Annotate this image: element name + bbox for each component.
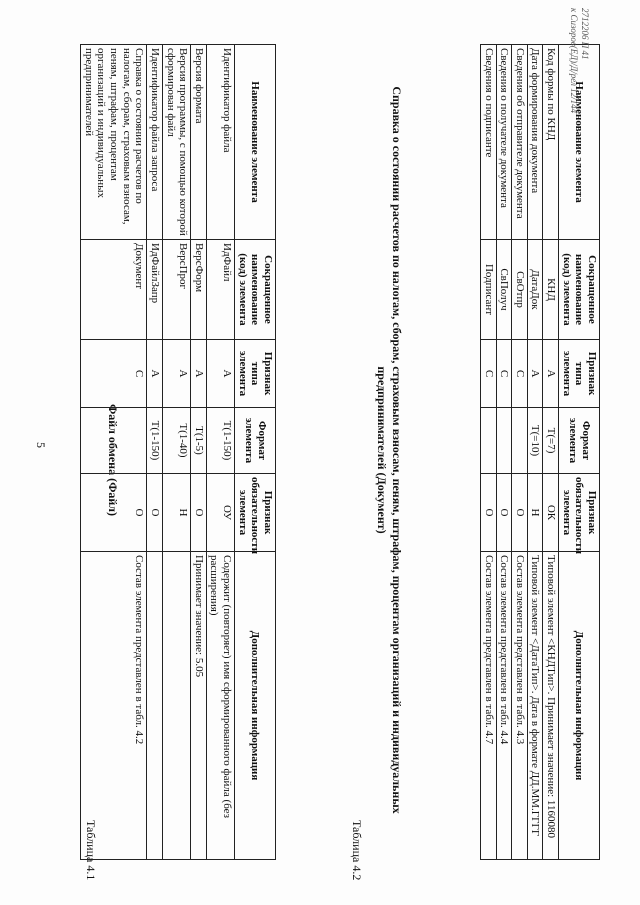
table-cell: Т(1-5) [191, 408, 207, 474]
table-cell: Код формы по КНД [543, 45, 559, 240]
table-cell: СвПолуч [496, 240, 512, 340]
table-cell: С [480, 340, 496, 408]
table-cell: Справка о состоянии расчетов по налогам, сборам, страховым взносам, пеням, штрафам, процентам организаций и индивидуальных предпринимателей [81, 45, 147, 240]
table-cell: Идентификатор файла запроса [147, 45, 163, 240]
table-cell: КНД [543, 240, 559, 340]
table-header-row [235, 45, 276, 860]
table-cell: Состав элемента представлен в табл. 4.4 [496, 552, 512, 860]
table-cell: А [147, 340, 163, 408]
table-cell: Содержит (повторяет) имя сформированного файла (без расширения) [206, 552, 234, 860]
table-cell: Дата формирования документа [527, 45, 543, 240]
table-cell: О [512, 474, 528, 552]
table-cell: О [81, 474, 147, 552]
table-cell [496, 408, 512, 474]
table-cell [147, 552, 163, 860]
table-4-1 [80, 44, 276, 860]
table-cell [512, 408, 528, 474]
table-cell: Документ [81, 240, 147, 340]
table-row [543, 45, 559, 860]
table-cell: ВерсФорм [191, 240, 207, 340]
header-cell: Формат элемента [559, 408, 600, 474]
table-row [81, 45, 147, 860]
header-cell: Дополнительная информация [559, 552, 600, 860]
table-cell [162, 552, 190, 860]
table-cell: Т(1-40) [162, 408, 190, 474]
table-cell: ДатаДок [527, 240, 543, 340]
table-cell: Идентификатор файла [206, 45, 234, 240]
table-cell: О [480, 474, 496, 552]
table-row [206, 45, 234, 860]
header-cell: Формат элемента [235, 408, 276, 474]
table-cell: ОК [543, 474, 559, 552]
table-cell: Т(1-150) [147, 408, 163, 474]
table-cell: ИдФайлЗапр [147, 240, 163, 340]
table-row [147, 45, 163, 860]
table-cell: А [543, 340, 559, 408]
table-cell: О [191, 474, 207, 552]
table-cell: Принимает значение: 5.05 [191, 552, 207, 860]
header-cell: Сокращенное наименование (код) элемента [559, 240, 600, 340]
table-cell: Т(=10) [527, 408, 543, 474]
table-row [191, 45, 207, 860]
header-cell: Признак типа элемента [235, 340, 276, 408]
table-cell: О [496, 474, 512, 552]
table-4-1-number: Таблица 4.1 [84, 820, 98, 881]
table-cell: Н [527, 474, 543, 552]
table-cell [81, 408, 147, 474]
table-cell: Т(=7) [543, 408, 559, 474]
table-cell: О [147, 474, 163, 552]
page-number: 5 [34, 442, 48, 448]
table-cell: ИдФайл [206, 240, 234, 340]
header-cell: Наименование элемента [559, 45, 600, 240]
table-cell: Сведения о подписанте [480, 45, 496, 240]
table-cell [480, 408, 496, 474]
header-cell: Признак обязательности элемента [235, 474, 276, 552]
header-cell: Признак обязательности элемента [559, 474, 600, 552]
table-row [480, 45, 496, 860]
table-cell: А [191, 340, 207, 408]
footer-stamp [568, 8, 590, 113]
table-cell: Т(1-150) [206, 408, 234, 474]
table-cell: Сведения о получателе документа [496, 45, 512, 240]
table-cell: Подписант [480, 240, 496, 340]
table-cell: ОУ [206, 474, 234, 552]
table-cell: Версия формата [191, 45, 207, 240]
table-4-2 [480, 44, 600, 860]
table-4-2-title: Справка о состоянии расчетов по налогам, сборам, страховым взносам, пеням, штрафам, процентам организаций и индивидуальных предпринимателей (Документ) [375, 86, 404, 814]
table-cell: Состав элемента представлен в табл. 4.7 [480, 552, 496, 860]
table-row [527, 45, 543, 860]
table-cell: А [527, 340, 543, 408]
header-cell: Признак типа элемента [559, 340, 600, 408]
table-cell: Типовой элемент <ДатаТип>. Дата в формате ДД.ММ.ГГГГ [527, 552, 543, 860]
table-cell: С [81, 340, 147, 408]
table-cell: А [206, 340, 234, 408]
table-cell: СвОтпр [512, 240, 528, 340]
table-cell: Состав элемента представлен в табл. 4.2 [81, 552, 147, 860]
table-header-row [559, 45, 600, 860]
stamp-line: 2712206 П 41 [580, 8, 590, 60]
table-row [512, 45, 528, 860]
table-row [162, 45, 190, 860]
header-cell: Дополнительная информация [235, 552, 276, 860]
table-cell: Типовой элемент <КНДТип>. Принимает значение: 1160080 [543, 552, 559, 860]
table-cell: Состав элемента представлен в табл. 4.3 [512, 552, 528, 860]
header-cell: Наименование элемента [235, 45, 276, 240]
table-cell: С [512, 340, 528, 408]
table-row [496, 45, 512, 860]
table-cell: Сведения об отправителе документа [512, 45, 528, 240]
stamp-line: к Сизоров(ЕД)/Д/рел 12/144 [569, 8, 580, 114]
table-cell: С [496, 340, 512, 408]
table-cell: Н [162, 474, 190, 552]
table-cell: Версия программы, с помощью которой сформирован файл [162, 45, 190, 240]
header-cell: Сокращенное наименование (код) элемента [235, 240, 276, 340]
table-cell: А [162, 340, 190, 408]
table-cell: ВерсПрог [162, 240, 190, 340]
table-4-2-number: Таблица 4.2 [350, 820, 364, 881]
table-4-1-title: Файл обмена (Файл) [106, 403, 120, 517]
